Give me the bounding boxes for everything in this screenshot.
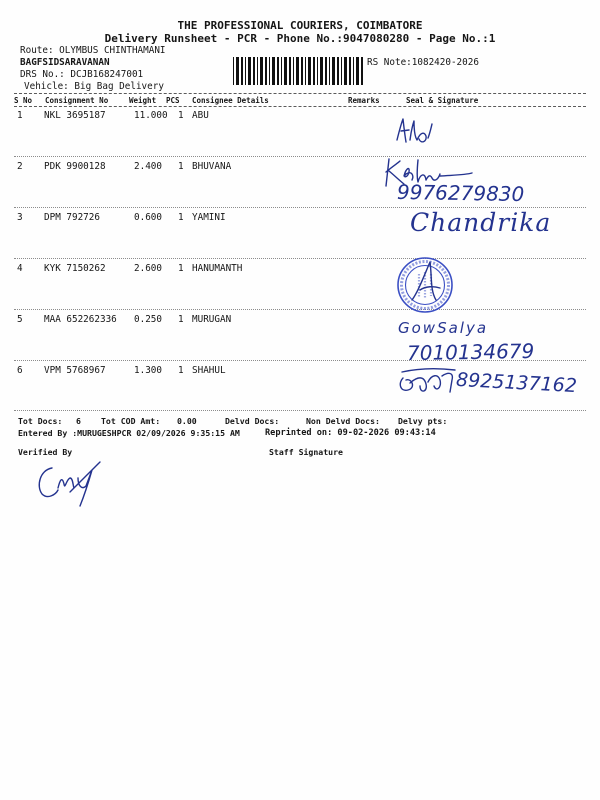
row-pcs: 1: [178, 314, 184, 325]
delvd-docs-label: Delvd Docs:: [225, 416, 280, 426]
handwritten-name-row3: Chandrika: [410, 208, 552, 237]
staff-line: BAGFSIDSARAVANAN: [20, 57, 110, 68]
row-consignee: ABU: [192, 110, 209, 121]
barcode-bar: [241, 57, 243, 85]
delvy-pts-label: Delvy pts:: [398, 416, 448, 426]
row-pcs: 1: [178, 365, 184, 376]
company-title: THE PROFESSIONAL COURIERS, COIMBATORE: [177, 19, 423, 32]
barcode-bar: [356, 57, 359, 85]
row-consignee: SHAHUL: [192, 365, 226, 376]
route-line: Route: OLYMBUS CHINTHAMANI: [20, 45, 166, 56]
barcode-bar: [329, 57, 330, 85]
row-divider: [14, 309, 586, 310]
col-header-consignment: Consignment No: [45, 96, 109, 105]
signature-row1: [397, 119, 432, 142]
row-weight: 0.250: [134, 314, 162, 325]
non-delvd-docs-label: Non Delvd Docs:: [306, 416, 380, 426]
row-consignment: KYK 7150262: [44, 263, 106, 274]
barcode-bar: [260, 57, 263, 85]
barcode-bar: [257, 57, 258, 85]
barcode-bar: [353, 57, 354, 85]
col-header-signature: Seal & Signature: [406, 96, 479, 105]
barcode-bar: [289, 57, 291, 85]
signature-verified-by: [39, 462, 100, 506]
barcode: [233, 57, 363, 85]
row-sno: 1: [17, 110, 23, 121]
stamp-outer-ring: [398, 258, 452, 312]
row-consignment: MAA 652262336: [44, 314, 117, 325]
barcode-bar: [320, 57, 323, 85]
row-consignment: VPM 5768967: [44, 365, 106, 376]
stamp-inner-ring: [406, 266, 445, 305]
col-header-consignee: Consignee Details: [192, 96, 269, 105]
barcode-bar: [265, 57, 267, 85]
row-consignee: MURUGAN: [192, 314, 232, 325]
entered-by: Entered By :MURUGESHPCR 02/09/2026 9:35:15 AM: [18, 428, 240, 438]
barcode-bar: [284, 57, 287, 85]
barcode-bar: [293, 57, 294, 85]
barcode-bar: [296, 57, 299, 85]
row-consignment: DPM 792726: [44, 212, 100, 223]
cod-label: Tot COD Amt:: [101, 416, 161, 426]
row-pcs: 1: [178, 161, 184, 172]
row-weight: 2.400: [134, 161, 162, 172]
row-divider: [14, 258, 586, 259]
row-sno: 6: [17, 365, 23, 376]
cod-amount: 0.00: [177, 416, 197, 426]
row-sno: 2: [17, 161, 23, 172]
row-consignment: NKL 3695187: [44, 110, 106, 121]
col-header-sno: S No: [14, 96, 33, 105]
stamp-center-lettering: [419, 272, 431, 298]
row-consignee: BHUVANA: [192, 161, 232, 172]
row-consignee: HANUMANTH: [192, 263, 243, 274]
row-pcs: 1: [178, 110, 184, 121]
drs-number: DRS No.: DCJB168247001: [20, 69, 144, 80]
table-top-rule: [14, 93, 586, 94]
col-header-weight: Weight: [129, 96, 157, 105]
row-consignment: PDK 9900128: [44, 161, 106, 172]
row-weight: 0.600: [134, 212, 162, 223]
col-header-remarks: Remarks: [348, 96, 380, 105]
barcode-bar: [332, 57, 335, 85]
verified-by-label: Verified By: [18, 447, 73, 457]
signature-row6: [400, 369, 455, 392]
barcode-bar: [248, 57, 251, 85]
barcode-bar: [272, 57, 275, 85]
runsheet-subtitle: Delivery Runsheet - PCR - Phone No.:9047080280 - Page No.:1: [104, 32, 496, 45]
barcode-bar: [245, 57, 246, 85]
row-sno: 3: [17, 212, 23, 223]
barcode-bar: [305, 57, 306, 85]
vehicle-line: Vehicle: Big Bag Delivery: [24, 81, 164, 92]
signature-row4: [412, 262, 440, 300]
barcode-bar: [349, 57, 351, 85]
barcode-bar: [253, 57, 255, 85]
row-consignee: YAMINI: [192, 212, 226, 223]
barcode-bar: [233, 57, 234, 85]
handwritten-phone-row6: 8925137162: [455, 368, 578, 398]
row-weight: 11.000: [134, 110, 168, 121]
barcode-bar: [344, 57, 347, 85]
staff-signature-label: Staff Signature: [269, 447, 343, 457]
row-divider: [14, 156, 586, 157]
barcode-bar: [277, 57, 279, 85]
reprinted-on: Reprinted on: 09-02-2026 09:43:14: [265, 428, 436, 438]
seal-stamp-row4: [398, 258, 452, 312]
barcode-bar: [236, 57, 239, 85]
barcode-bar: [361, 57, 363, 85]
row-pcs: 1: [178, 263, 184, 274]
table-bottom-rule: [14, 410, 586, 411]
barcode-bar: [317, 57, 318, 85]
row-sno: 4: [17, 263, 23, 274]
barcode-bar: [269, 57, 270, 85]
row-pcs: 1: [178, 212, 184, 223]
handwritten-name-row5: GowSalya: [398, 319, 489, 337]
barcode-bar: [325, 57, 327, 85]
rs-note: RS Note:1082420-2026: [367, 57, 479, 68]
row-weight: 2.600: [134, 263, 162, 274]
handwritten-phone-row5: 7010134679: [406, 338, 535, 366]
barcode-bar: [313, 57, 315, 85]
barcode-bar: [301, 57, 303, 85]
table-header-rule: [14, 106, 586, 107]
col-header-pcs: PCS: [166, 96, 180, 105]
tot-docs-label: Tot Docs:: [18, 416, 63, 426]
tot-docs-value: 6: [76, 416, 81, 426]
stamp-lettering-ring: [402, 262, 449, 309]
barcode-bar: [341, 57, 342, 85]
row-sno: 5: [17, 314, 23, 325]
barcode-bar: [281, 57, 282, 85]
handwritten-phone-row2: 9976279830: [396, 179, 525, 207]
barcode-bar: [308, 57, 311, 85]
barcode-bar: [337, 57, 339, 85]
row-weight: 1.300: [134, 365, 162, 376]
